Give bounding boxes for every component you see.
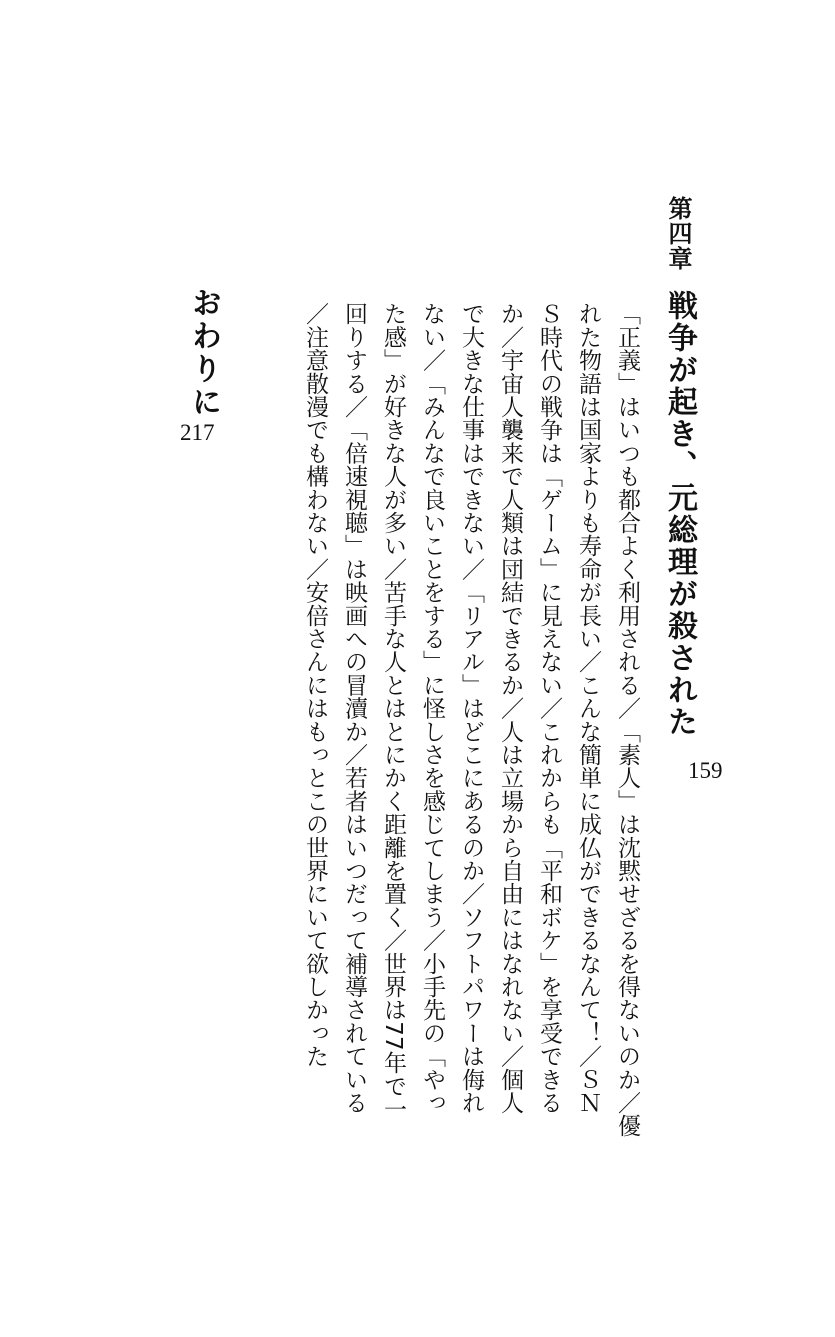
topic-line: ない／「みんなで良いことをする」に怪しさを感じてしまう／小手先の「やっ — [419, 302, 445, 1114]
chapter-title: 戦争が起き、元総理が殺された — [662, 290, 697, 738]
topic-line: で大きな仕事はできない／「リアル」はどこにあるのか／ソフトパワーは侮れ — [458, 302, 484, 1114]
closing-page-number: 217 — [180, 420, 215, 445]
topic-line: れた物語は国家よりも寿命が長い／こんな簡単に成仏ができるなんて！／ＳＮ — [575, 302, 601, 1114]
topic-line: 回りする／「倍速視聴」は映画への冒瀆か／若者はいつだって補導されている — [341, 302, 367, 1114]
closing-title: おわりに — [186, 287, 221, 419]
chapter-page-number: 159 — [688, 758, 723, 783]
topic-line: ／注意散漫でも構わない／安倍さんにはもっとこの世界にいて欲しかった — [302, 302, 328, 1068]
topic-line: た感」が好きな人が多い／苦手な人とはとにかく距離を置く／世界は77年で一 — [380, 302, 406, 1121]
topic-line: 「正義」はいつも都合よく利用される／「素人」は沈黙せざるを得ないのか／優 — [614, 302, 640, 1138]
chapter-label: 第四章 — [664, 196, 692, 271]
topic-line: Ｓ時代の戦争は「ゲーム」に見えない／これからも「平和ボケ」を享受できる — [536, 302, 562, 1114]
topic-line: か／宇宙人襲来で人類は団結できるか／人は立場から自由にはなれない／個人 — [497, 302, 523, 1114]
